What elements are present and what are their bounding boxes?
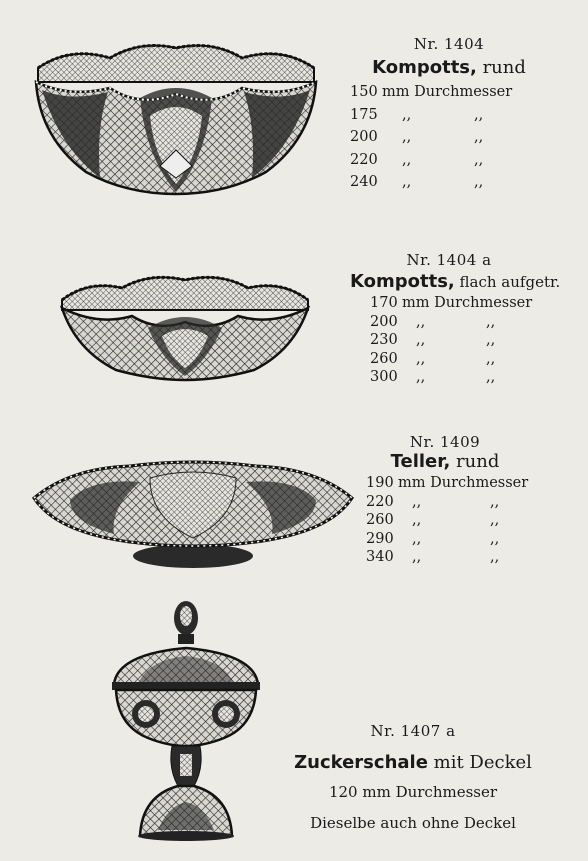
- ditto-mark: ,,: [474, 151, 484, 168]
- size-value: 240: [350, 174, 378, 190]
- item-1409-text: [340, 433, 560, 567]
- size-line: 120 mm Durchmesser: [328, 783, 498, 801]
- ditto-mark: ,,: [486, 369, 496, 385]
- size-value: 170: [370, 295, 398, 311]
- ditto-mark: ,,: [474, 174, 484, 190]
- item-title: [340, 451, 550, 472]
- size-row: [350, 173, 560, 192]
- item-name-rest: flach aufgetr.: [454, 273, 561, 291]
- size-value: 175: [350, 106, 378, 123]
- size-row: [366, 548, 586, 567]
- size-row: [370, 294, 588, 313]
- item-name-rest: mit Deckel: [427, 752, 532, 773]
- size-row: [370, 368, 588, 387]
- ditto-mark: ,,: [412, 493, 422, 510]
- item-number: Nr. 1404 a: [406, 251, 492, 269]
- ditto-mark: ,,: [486, 350, 496, 367]
- item-number: Nr. 1409: [409, 433, 481, 451]
- size-row: [370, 331, 588, 350]
- size-row: [350, 83, 560, 102]
- size-value: 230: [370, 332, 398, 348]
- item-name-rest: rund: [476, 57, 526, 78]
- size-value: 290: [366, 530, 394, 547]
- note-line: Dieselbe auch ohne Deckel: [310, 813, 516, 832]
- ditto-mark: ,,: [416, 313, 426, 330]
- kompott-flat-bowl-1404a-illustration: [58, 270, 312, 384]
- item-1407a-text: [288, 722, 538, 832]
- ditto-mark: ,,: [474, 106, 484, 123]
- size-value: 340: [366, 549, 394, 565]
- ditto-mark: ,,: [402, 106, 412, 123]
- ditto-mark: ,,: [416, 332, 426, 348]
- size-row: [366, 474, 586, 493]
- item-1404-text: [344, 35, 554, 192]
- ditto-mark: ,,: [416, 350, 426, 367]
- size-value: 200: [370, 313, 398, 330]
- ditto-mark: ,,: [416, 369, 426, 385]
- ditto-mark: ,,: [412, 530, 422, 547]
- size-row: [366, 493, 586, 512]
- item-name-bold: Kompotts,: [350, 271, 455, 292]
- size-row: [370, 350, 588, 369]
- kompott-bowl-1404-illustration: [30, 38, 322, 198]
- size-value: 300: [370, 369, 398, 385]
- size-value: 260: [366, 512, 394, 528]
- size-unit-label: mm Durchmesser: [382, 84, 513, 100]
- size-row: [370, 313, 588, 332]
- size-row: [366, 530, 586, 549]
- size-value: 150: [350, 84, 378, 100]
- ditto-mark: ,,: [402, 151, 412, 168]
- item-number: Nr. 1404: [413, 35, 485, 53]
- size-unit-label: mm Durchmesser: [398, 475, 529, 491]
- item-number: Nr. 1407 a: [370, 722, 456, 740]
- ditto-mark: ,,: [486, 332, 496, 348]
- ditto-mark: ,,: [412, 549, 422, 565]
- ditto-mark: ,,: [412, 512, 422, 528]
- size-unit-label: mm Durchmesser: [402, 295, 533, 311]
- item-title: [344, 57, 554, 78]
- ditto-mark: ,,: [490, 493, 500, 510]
- item-name-bold: Zuckerschale: [294, 752, 428, 773]
- item-name-bold: Kompotts,: [372, 57, 477, 78]
- item-1404a-text: [344, 251, 574, 387]
- ditto-mark: ,,: [490, 512, 500, 528]
- zuckerschale-sugar-bowl-1407a-illustration: [108, 598, 264, 844]
- teller-plate-1409-illustration: [30, 458, 356, 574]
- ditto-mark: ,,: [486, 313, 496, 330]
- size-value: 200: [350, 129, 378, 145]
- size-row: [350, 106, 560, 125]
- item-name-rest: rund: [450, 451, 500, 472]
- size-row: [366, 511, 586, 530]
- size-value: 220: [350, 151, 378, 168]
- ditto-mark: ,,: [474, 129, 484, 145]
- ditto-mark: ,,: [402, 129, 412, 145]
- ditto-mark: ,,: [490, 530, 500, 547]
- size-value: 190: [366, 475, 394, 491]
- size-row: [350, 128, 560, 147]
- size-value: 220: [366, 493, 394, 510]
- item-title: [350, 271, 580, 292]
- size-row: [350, 151, 560, 170]
- item-title: [288, 752, 538, 773]
- ditto-mark: ,,: [402, 174, 412, 190]
- ditto-mark: ,,: [490, 549, 500, 565]
- item-name-bold: Teller,: [390, 451, 451, 472]
- size-value: 260: [370, 350, 398, 367]
